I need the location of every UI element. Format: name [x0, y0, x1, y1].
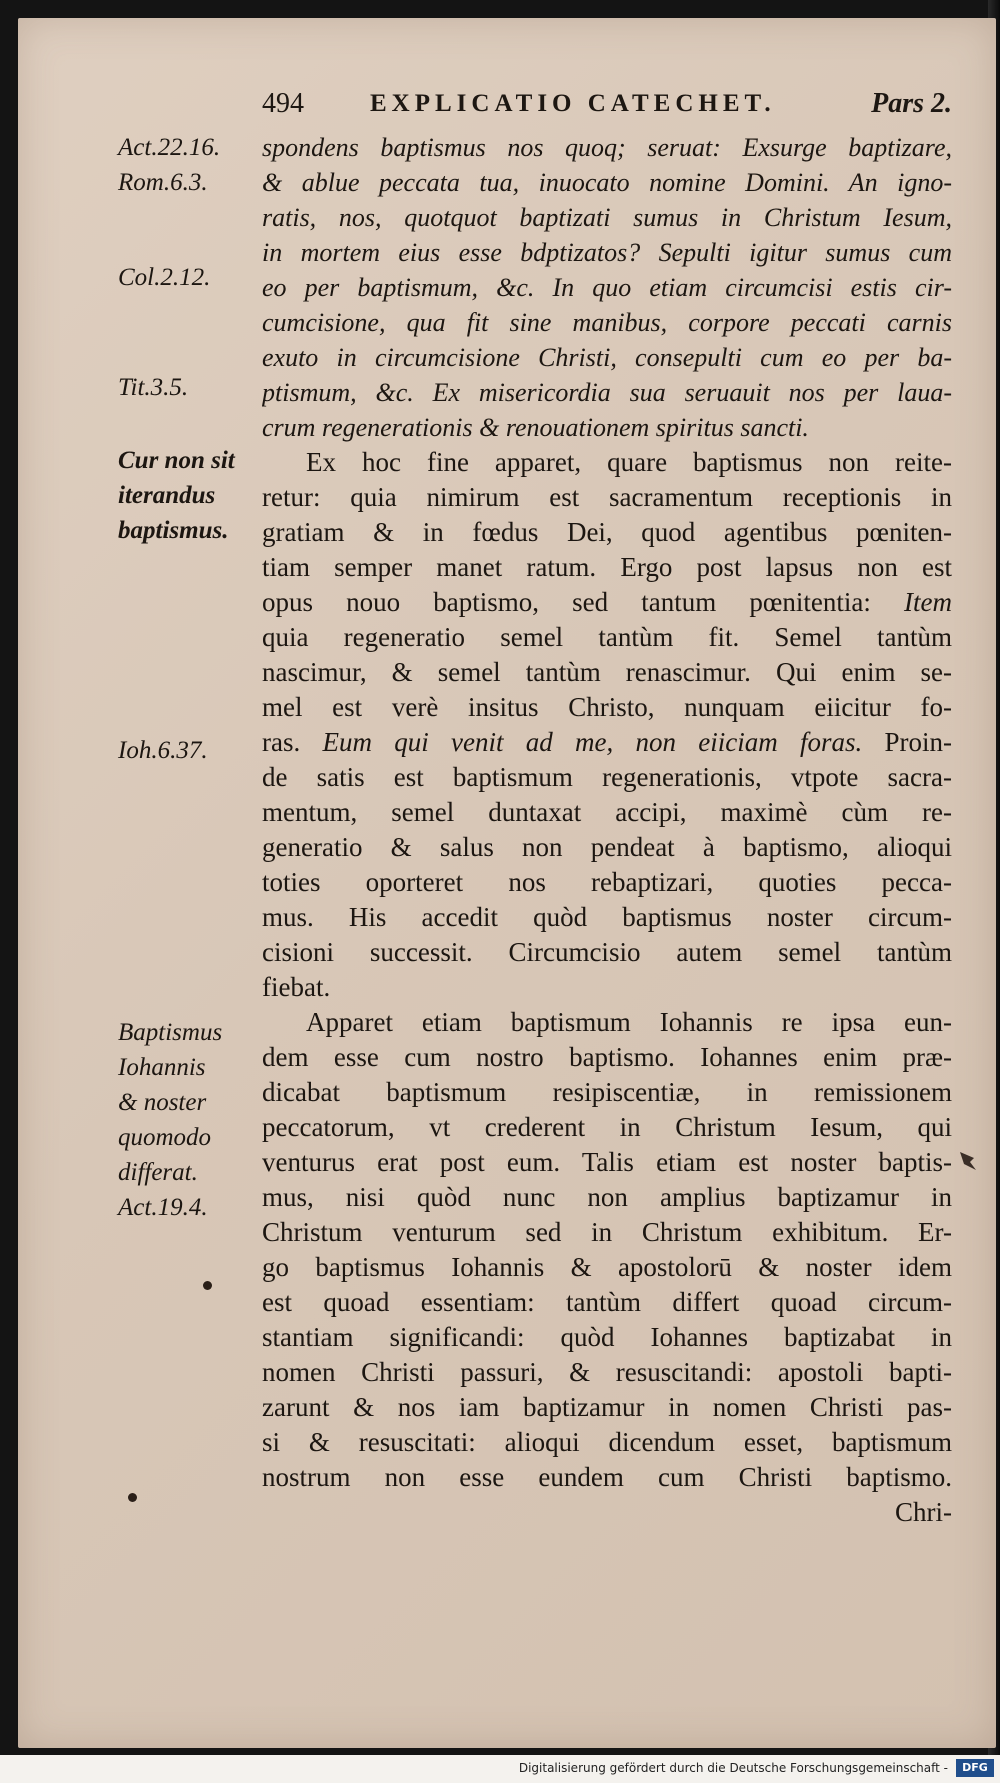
text-line: zarunt & nos iam baptizamur in nomen Christi pas-: [262, 1392, 952, 1422]
text-line: ptismum, &c. Ex misericordia sua seruauit nos per laua-: [262, 378, 952, 407]
margin-note-line: Tit.3.5.: [118, 374, 189, 401]
margin-note-act-19-4: [118, 1190, 258, 1225]
margin-note-line: Col.2.12.: [118, 264, 211, 291]
text-span-italic: Eum qui venit ad me, non eiiciam foras.: [322, 727, 863, 757]
text-line: cisioni successit. Circumcisio autem semel tantùm: [262, 937, 952, 967]
text-line: eo per baptismum, &c. In quo etiam circumcisi estis cir-: [262, 273, 952, 302]
text-line: venturus erat post eum. Talis etiam est noster baptis-: [262, 1147, 952, 1177]
text-line: & ablue peccata tua, inuocato nomine Domini. An igno-: [262, 168, 952, 197]
margin-note-act-22-16: [118, 130, 258, 165]
text-line: quia regeneratio semel tantùm fit. Semel tantùm: [262, 622, 952, 652]
margin-note-line: Ioh.6.37.: [118, 737, 208, 764]
text-line: exuto in circumcisione Christi, consepulti cum eo per ba-: [262, 343, 952, 372]
margin-note-line: Act.19.4.: [118, 1194, 208, 1221]
ink-speck: [128, 1493, 137, 1502]
funding-credit: Digitalisierung gefördert durch die Deutsche Forschungsgemeinschaft -: [518, 1761, 948, 1775]
text-line: tiam semper manet ratum. Ergo post lapsus non est: [262, 552, 952, 582]
margin-note-tit-3-5: [118, 370, 258, 405]
margin-note-ioh-6-37: [118, 733, 258, 768]
text-span: Proin-: [884, 727, 952, 757]
text-line: toties oporteret nos rebaptizari, quoties pecca-: [262, 867, 952, 897]
margin-note-line: baptismus.: [118, 517, 229, 544]
text-line: ratis, nos, quotquot baptizati sumus in Christum Iesum,: [262, 203, 952, 232]
page-number: 494: [262, 88, 304, 119]
text-span: ras.: [262, 727, 301, 757]
text-line: fiebat.: [262, 972, 331, 1002]
text-line: Christum venturum sed in Christum exhibitum. Er-: [262, 1217, 952, 1247]
part-label: Pars 2.: [871, 88, 952, 119]
margin-note-line: & noster: [118, 1089, 207, 1116]
body-text: [262, 130, 952, 1530]
text-line: nascimur, & semel tantùm renascimur. Qui enim se-: [262, 657, 952, 687]
text-line: mentum, semel duntaxat accipi, maximè cùm re-: [262, 797, 952, 827]
text-span: Ex hoc fine apparet, quare baptismus non reite-: [306, 447, 952, 477]
text-line: [262, 445, 952, 480]
text-line: si & resuscitati: alioqui dicendum esset, baptismum: [262, 1427, 952, 1457]
page-tab-marker: [958, 1148, 978, 1174]
margin-note-line: iterandus: [118, 482, 216, 509]
text-span: Apparet etiam baptismum Iohannis re ipsa eun-: [306, 1007, 952, 1037]
text-line: retur: quia nimirum est sacramentum receptionis in: [262, 482, 952, 512]
text-span: opus nouo baptismo, sed tantum pœnitentia:: [262, 587, 871, 617]
text-line: dicabat baptismum resipiscentiæ, in remissionem: [262, 1077, 952, 1107]
margin-note-col-2-12: [118, 260, 258, 295]
text-line: est quoad essentiam: tantùm differt quoad circum-: [262, 1287, 952, 1317]
margin-note-line: Baptismus: [118, 1019, 223, 1046]
text-line: mus. His accedit quòd baptismus noster circum-: [262, 902, 952, 932]
margin-note-line: quomodo: [118, 1124, 212, 1151]
margin-note-line: differat.: [118, 1159, 198, 1186]
text-line: go baptismus Iohannis & apostolorū & noster idem: [262, 1252, 952, 1282]
margin-note-line: Act.22.16.: [118, 134, 221, 161]
text-line: in mortem eius esse bdptizatos? Sepulti igitur sumus cum: [262, 238, 952, 267]
margin-note-rom-6-3: [118, 165, 258, 200]
ink-speck: [203, 1281, 212, 1290]
page-header: [262, 88, 952, 128]
margin-note-cur-non-sit: [118, 443, 258, 548]
margin-note-baptismus-iohannis: [118, 1015, 258, 1190]
text-line: crum regenerationis & renouationem spiritus sancti.: [262, 413, 809, 442]
text-line: dem esse cum nostro baptismo. Iohannes enim præ-: [262, 1042, 952, 1072]
margin-note-line: Rom.6.3.: [118, 169, 208, 196]
text-span-italic: Item: [904, 587, 952, 617]
text-line: de satis est baptismum regenerationis, vtpote sacra-: [262, 762, 952, 792]
text-line: mel est verè insitus Christo, nunquam eiicitur fo-: [262, 692, 952, 722]
running-head: EXPLICATIO CATECHET.: [370, 90, 776, 117]
text-line: mus, nisi quòd nunc non amplius baptizamur in: [262, 1182, 952, 1212]
text-line: [262, 725, 952, 760]
text-line: generatio & salus non pendeat à baptismo, alioqui: [262, 832, 952, 862]
text-line: [262, 585, 952, 620]
text-line: stantiam significandi: quòd Iohannes baptizabat in: [262, 1322, 952, 1352]
text-line: peccatorum, vt crederent in Christum Iesum, qui: [262, 1112, 952, 1142]
text-line: nomen Christi passuri, & resuscitandi: apostoli bapti-: [262, 1357, 952, 1387]
text-line: nostrum non esse eundem cum Christi baptismo.: [262, 1462, 952, 1492]
digitization-footer: [0, 1755, 1000, 1783]
dfg-logo: DFG: [956, 1759, 994, 1777]
text-line: spondens baptismus nos quoq; seruat: Exsurge baptizare,: [262, 133, 952, 162]
catchword: Chri-: [895, 1497, 952, 1527]
margin-note-line: Iohannis: [118, 1054, 206, 1081]
text-line: [262, 1005, 952, 1040]
margin-note-line: Cur non sit: [118, 447, 235, 474]
text-line: cumcisione, qua fit sine manibus, corpore peccati carnis: [262, 308, 952, 337]
text-line: gratiam & in fœdus Dei, quod agentibus pœniten-: [262, 517, 952, 547]
